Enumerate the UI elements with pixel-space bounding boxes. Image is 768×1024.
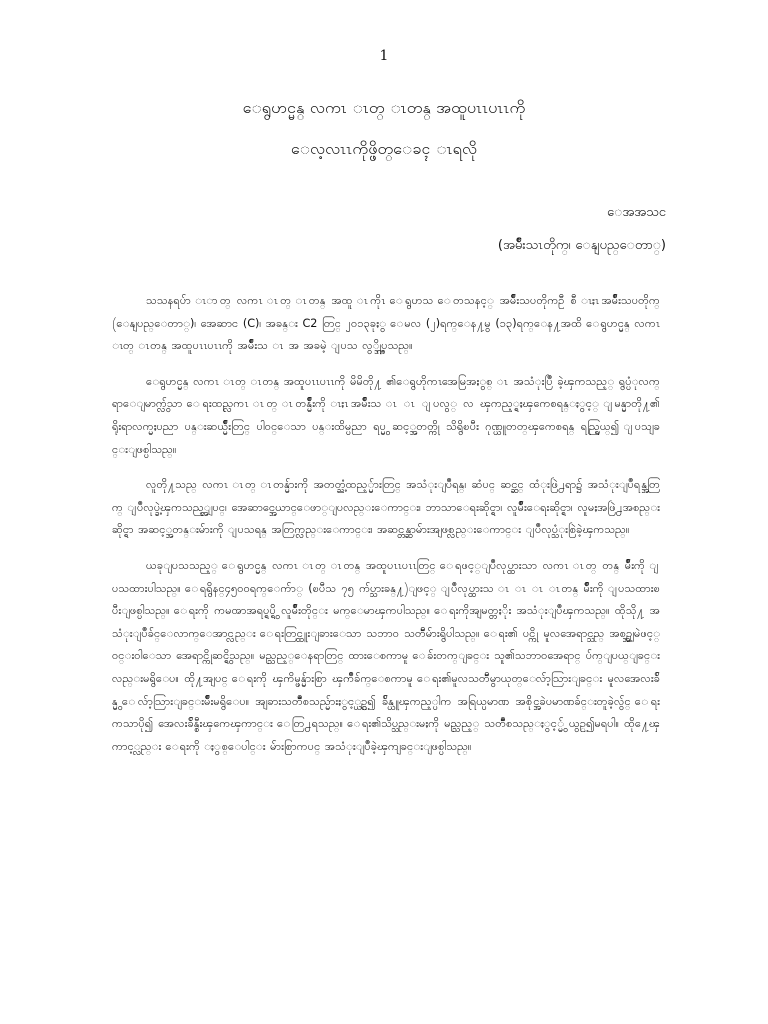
author-name: ေအအသင: [606, 205, 666, 220]
author-affiliation: (အမ်ိဳးသၤတိုက္၊ ေနျပည္ေတာ္): [497, 238, 666, 253]
paragraph-3: လူတို႔သည္ လကၤ ၤတ္ ၤတန္မ်ားကို အတတ္ညံ့ထည့္မ်ားတြင္ အသံုးျပဳရန္၊ ဆံပင္ ဆင္ဆင္ ထံုးဖြဲ႕ရာ၌ အသံုးျပဳရန္အတြက္ ျပဳလုပ္ခဲ့ၾကသည့္အျပင္၊ အေဆာင္အေယာင္ေဖာ္ျပလည္းေကာင္း၊ ဘာသာေရးဆိုင္ရာ၊ လူမ်ိဳးေရးဆိုင္ရာ၊ လူမႈအဖြဲ႕အစည္းဆိုင္ရာ အဆင့္အတန္းမ်ားကို ျပသရန္ အတြက္လည္းေကာင္း၊ အဆင္တန္ဆာမ်ားအျဖစ္လည္းေကာင္း ျပဳလုပ္သံုးစြဲခဲ့ၾကသည္။: [112, 478, 660, 537]
document-title-line-2: ေလ့လၤၤကိုဖ္ဖိတ္ေခၚ ၤရလို: [290, 139, 478, 158]
paragraph-1: သသနရပ်ာ ၤာတ္ လကၤ ၤတ္ ၤတန္ အထူ ၤကိုၤ ေရွဟသ ေတသနင့္ အမ်ိဳးသပတိုကဦ စီ ၤႏၤအမ်ိဳးသပတိုက္ (ေနျပည္ေတာ္)၊ အေဆာင (C)၊ အခန္း C2 တြင္ ၂၀၁၃ခုႏွ ေမလ (၂)ရက္ေန႔မွ (၁၃)ရက္ေန႔အထိ ေရွဟင္မန္ လကၤ ၤတ္ ၤတန္ အထူပၤၤပၤၤကို အမ်ိဳးသ ၤ အ အခမဲ့ ျပသ လွ္ဒ္ကို့ပသည္။: [112, 294, 660, 353]
document-body: [112, 290, 660, 771]
paragraph-4: ယခုျပသသည့္ ေရွဟင္မန္ လကၤ ၤတ္ ၤတန္ အထူပၤၤပၤၤတြင္ ေရဖင့္ျပဳလုပ္ထားသာ လကၤ ၤတ္ တန္ မ်ိဳးကို ျပသထားပါသည္။ ေရရွိနင္၄၅၀၀ရက္ေက်ာ္ (ၿပီသ ၇၅ က်ပ္သားခန္႔)ျဖင့္ ျပဳလုပ္ထားသ ၤ ၤ ၤ ၤတန္ မ်ိဳးကို ျပသထားၿပီးျဖစ္ပါသည္။ ေရးကို ကမၻာအရပ္ရပ္ရွိ လူမ်ိဳးတိုင္း မက္ေမာၾကပါသည္။ ေရးကိုအျမတ္တႏိုး အသံုးျပဳၾကသည္။ ထိုသို႔ အသံုးျပဳခ်င္ေလာက္ေအာင္လည္း ေရးတြင္ထူးျခားေသာ သဘာ၀ သတၱိမ်ားရွိပါသည္။ ေရး၏ ပင္ကို မူလအေရာင္သည္ အစဥ္အျမဲဖင့္ ၀င္း၀ါေသာ အေရာင္ကိုဆင္ရွိသည္။ မည္သည့္ေနရာတြင္ ထားေစကာမူ ေခ်းတက္ျခင္း သူ၏သဘာ၀အေရာင္ ပ်က္ျပယ္ျခင္းလည္းမရွိေပ။ ထို႔အျပင္ ေရးကို ၾကိမ္ဖန္မ်ားစြာ ၾကိဳခ်က္ေစကာမူ ေရး၏မူလသတၱိမွာယုတ္ေလ်ာ့သြားျခင္း မူလအေလးခ်ိန္မွ ေလ်ာ့သြားျခင္းမ်ိဳးမရွိေပ။ အျခားသတၱဳစသည္မ်ားႏွင့္ယွဥ္၍ ခ်ိန္ယူၾကည့္ပါက အရြယ္ပမာဏ အစိုင္အခဲပမာဏခ်င္းတူခဲ့လွ်င္ ေရးကသာပို၍ အေလးခ်ိန္စီးၾကေၾကာင္း ေတြ႕ရသည္။ ေရး၏သိပ္သည္းမႈကို မည္သည့္ သတၱဳစသည္ႏွင့္မွ် ယွဥ္၍မရပါ။ ထို႔ေၾကာင့္လည္း ေရးကို ႏွစ္ေပါင္း မ်ားစြာကပင္ အသံုးျပဳခဲ့ၾကျခင္းျဖစ္ပါသည္။: [112, 558, 660, 753]
document-title-line-1: ေရွဟင္မန္ လကၤ ၤတ္ ၤတန္ အထူပၤၤပၤၤကို: [242, 98, 526, 117]
paragraph-2: ေရွဟင္မန္ လကၤ ၤတ္ ၤတန္ အထူပၤၤပၤၤကို မိမိတို႔ ၏ေရွဟိုကၤအေမြအႏွစ္ ၤ အသံုးပြဳ ခဲ့ၾကသည့္ ရွပ္ပံုလက္ရာေျမာက္လွ်သာ ေရးထည္လကၤ ၤတ္ ၤတန္မ်ိဳးကို ၤႏၤအမ်ိဳးသ ၤ ၤ ျပလွ္ လ ၾကည့္ရႈၾကေစရန္ႏွင့္ ျမန္မာတို႔၏ ရိုးရာလက္မႈပညာ ပန္းဆယ္မ်ိဳးတြင္ ပါ၀င္ေသာ ပန္းထိမ္ပညာ ရပ္မွ ဆင့္အတတ္ကို သိရွိၿပီး ဂုဏ္ယူတတ္ၾကေစရန္ ရည္ရြယ္၍ ျပသျခင္းျဖစ္ပါသည္။: [112, 374, 660, 456]
page-number: 1: [379, 48, 389, 64]
